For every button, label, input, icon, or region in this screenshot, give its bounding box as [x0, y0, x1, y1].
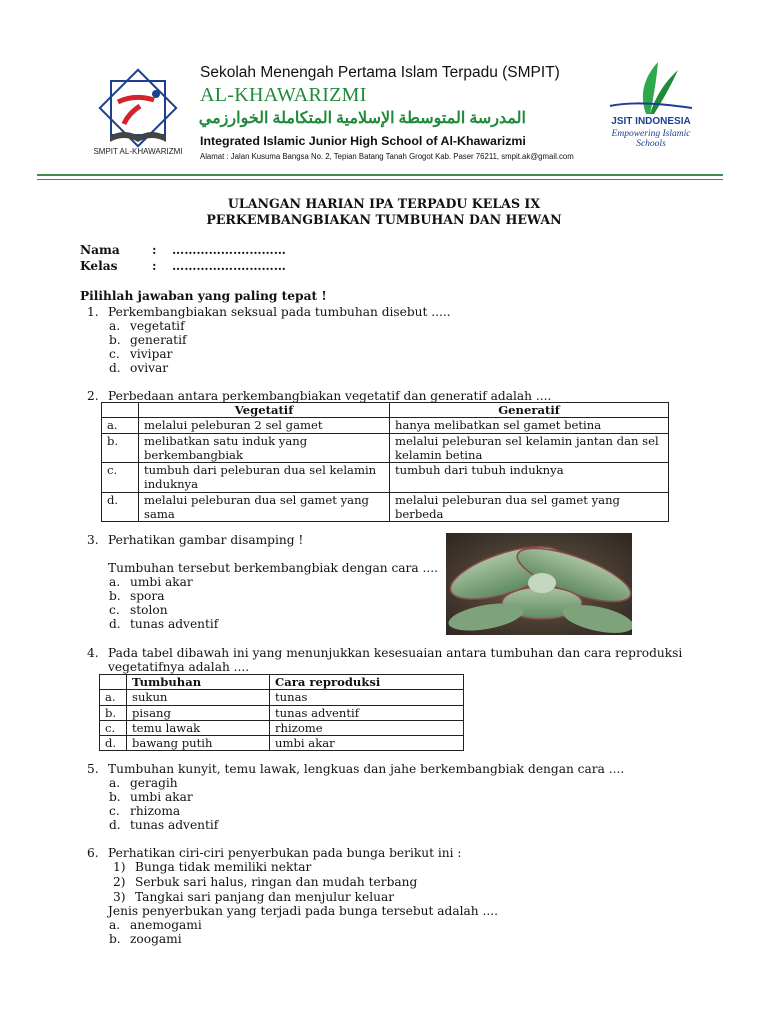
cell-method: tunas adventif	[270, 705, 464, 720]
table-header-row	[102, 403, 669, 418]
list-item: Serbuk sari halus, ringan dan mudah terbang	[135, 875, 418, 889]
table-header-cara-reproduksi: Cara reproduksi	[270, 675, 464, 690]
q2-table	[101, 402, 669, 522]
table-row[interactable]	[100, 736, 464, 751]
option-a[interactable]: vegetatif	[130, 319, 185, 333]
question-text-line-2: vegetatifnya adalah ....	[108, 660, 250, 674]
table-row[interactable]	[100, 690, 464, 705]
exam-title-1: ULANGAN HARIAN IPA TERPADU KELAS IX	[227, 196, 541, 211]
table-header-row	[100, 675, 464, 690]
q4-table	[99, 674, 464, 751]
option-c[interactable]: vivipar	[130, 347, 173, 361]
question-text-2: Tumbuhan tersebut berkembangbiak dengan cara ....	[108, 561, 438, 575]
option-c-letter: c.	[109, 603, 120, 617]
cell-vegetatif: tumbuh dari peleburan dua sel kelamin induknya	[139, 463, 390, 493]
question-number: 5.	[87, 762, 99, 776]
row-letter: d.	[100, 736, 127, 751]
list-item-number: 1)	[113, 860, 126, 874]
question-text-2: Jenis penyerbukan yang terjadi pada bunga tersebut adalah ....	[108, 904, 499, 918]
option-d-letter: d.	[109, 361, 121, 375]
cell-method: umbi akar	[270, 736, 464, 751]
jsit-logo-title: JSIT INDONESIA	[611, 116, 691, 127]
option-d[interactable]: tunas adventif	[130, 617, 219, 631]
row-letter: c.	[102, 463, 139, 493]
nama-field[interactable]: …………….…………	[172, 243, 286, 257]
option-d-letter: d.	[109, 617, 121, 631]
cell-method: tunas	[270, 690, 464, 705]
question-text: Perhatikan ciri-ciri penyerbukan pada bunga berikut ini :	[108, 846, 462, 860]
school-address: Alamat : Jalan Kusuma Bangsa No. 2, Tepian Batang Tanah Grogot Kab. Paser 76211, smpit.ak@gmail.com	[200, 152, 574, 161]
option-c[interactable]: rhizoma	[130, 804, 181, 818]
school-name-arabic: المدرسة المتوسطة الإسلامية المتكاملة الخوارزمي	[198, 110, 526, 127]
feather-quill-icon	[596, 56, 706, 116]
option-b[interactable]: umbi akar	[130, 790, 193, 804]
option-b[interactable]: generatif	[130, 333, 187, 347]
option-a-letter: a.	[109, 776, 121, 790]
option-a-letter: a.	[109, 319, 121, 333]
cell-plant: temu lawak	[127, 720, 270, 735]
table-header-letter	[102, 403, 139, 418]
instruction: Pilihlah jawaban yang paling tepat !	[80, 289, 327, 303]
option-b-letter: b.	[109, 333, 121, 347]
school-logo-emblem-icon	[82, 64, 194, 160]
option-b[interactable]: zoogami	[130, 932, 182, 946]
plant-photo	[446, 533, 632, 635]
nama-label: Nama	[80, 243, 120, 257]
question-text: Perhatikan gambar disamping !	[108, 533, 304, 547]
row-letter: b.	[102, 433, 139, 463]
table-row[interactable]	[102, 418, 669, 433]
table-row[interactable]	[102, 492, 669, 522]
cell-generatif: melalui peleburan sel kelamin jantan dan sel kelamin betina	[390, 433, 669, 463]
list-item-number: 3)	[113, 890, 126, 904]
option-a[interactable]: anemogami	[130, 918, 202, 932]
option-a[interactable]: geragih	[130, 776, 178, 790]
option-c[interactable]: stolon	[130, 603, 168, 617]
option-b-letter: b.	[109, 589, 121, 603]
cell-vegetatif: melalui peleburan 2 sel gamet	[139, 418, 390, 433]
table-header-vegetatif: Vegetatif	[139, 403, 390, 418]
option-b-letter: b.	[109, 790, 121, 804]
table-row[interactable]	[102, 463, 669, 493]
option-a[interactable]: umbi akar	[130, 575, 193, 589]
row-letter: a.	[100, 690, 127, 705]
cell-vegetatif: melibatkan satu induk yang berkembangbiak	[139, 433, 390, 463]
question-number: 2.	[87, 389, 99, 403]
nama-colon: :	[152, 243, 157, 257]
cell-plant: pisang	[127, 705, 270, 720]
option-a-letter: a.	[109, 575, 121, 589]
school-logo-caption: SMPIT AL-KHAWARIZMI	[93, 147, 183, 156]
question-number: 6.	[87, 846, 99, 860]
option-d[interactable]: tunas adventif	[130, 818, 219, 832]
header-rule-top	[37, 174, 723, 176]
option-c-letter: c.	[109, 804, 120, 818]
table-row[interactable]	[100, 705, 464, 720]
table-row[interactable]	[100, 720, 464, 735]
option-b[interactable]: spora	[130, 589, 165, 603]
school-logo	[82, 64, 194, 160]
option-c-letter: c.	[109, 347, 120, 361]
school-line-1: Sekolah Menengah Pertama Islam Terpadu (SMPIT)	[200, 64, 560, 81]
kelas-label: Kelas	[80, 259, 118, 273]
question-number: 4.	[87, 646, 99, 660]
table-row[interactable]	[102, 433, 669, 463]
school-name: AL-KHAWARIZMI	[200, 84, 367, 106]
row-letter: a.	[102, 418, 139, 433]
question-text: Perbedaan antara perkembangbiakan vegetatif dan generatif adalah ....	[108, 389, 552, 403]
option-d-letter: d.	[109, 818, 121, 832]
row-letter: c.	[100, 720, 127, 735]
question-text: Tumbuhan kunyit, temu lawak, lengkuas dan jahe berkembangbiak dengan cara ....	[108, 762, 625, 776]
jsit-logo	[596, 56, 706, 149]
header-rule-bottom	[37, 179, 723, 180]
school-name-english: Integrated Islamic Junior High School of Al-Khawarizmi	[200, 134, 526, 148]
exam-title-2: PERKEMBANGBIAKAN TUMBUHAN DAN HEWAN	[206, 212, 562, 227]
kalanchoe-plant-image	[446, 533, 632, 635]
row-letter: d.	[102, 492, 139, 522]
row-letter: b.	[100, 705, 127, 720]
cell-generatif: melalui peleburan dua sel gamet yang berbeda	[390, 492, 669, 522]
jsit-logo-tagline: Empowering Islamic Schools	[611, 129, 691, 149]
kelas-field[interactable]: …………….…………	[172, 259, 286, 273]
cell-plant: bawang putih	[127, 736, 270, 751]
option-d[interactable]: ovivar	[130, 361, 169, 375]
option-a-letter: a.	[109, 918, 121, 932]
question-number: 1.	[87, 305, 99, 319]
cell-plant: sukun	[127, 690, 270, 705]
question-text: Perkembangbiakan seksual pada tumbuhan disebut .....	[108, 305, 451, 319]
list-item: Tangkai sari panjang dan menjulur keluar	[135, 890, 395, 904]
cell-generatif: tumbuh dari tubuh induknya	[390, 463, 669, 493]
question-text-line-1: Pada tabel dibawah ini yang menunjukkan kesesuaian antara tumbuhan dan cara reproduksi	[108, 646, 683, 660]
list-item-number: 2)	[113, 875, 126, 889]
table-header-tumbuhan: Tumbuhan	[127, 675, 270, 690]
cell-method: rhizome	[270, 720, 464, 735]
cell-vegetatif: melalui peleburan dua sel gamet yang sama	[139, 492, 390, 522]
kelas-colon: :	[152, 259, 157, 273]
question-number: 3.	[87, 533, 99, 547]
list-item: Bunga tidak memiliki nektar	[135, 860, 312, 874]
option-b-letter: b.	[109, 932, 121, 946]
table-header-generatif: Generatif	[390, 403, 669, 418]
cell-generatif: hanya melibatkan sel gamet betina	[390, 418, 669, 433]
table-header-letter	[100, 675, 127, 690]
